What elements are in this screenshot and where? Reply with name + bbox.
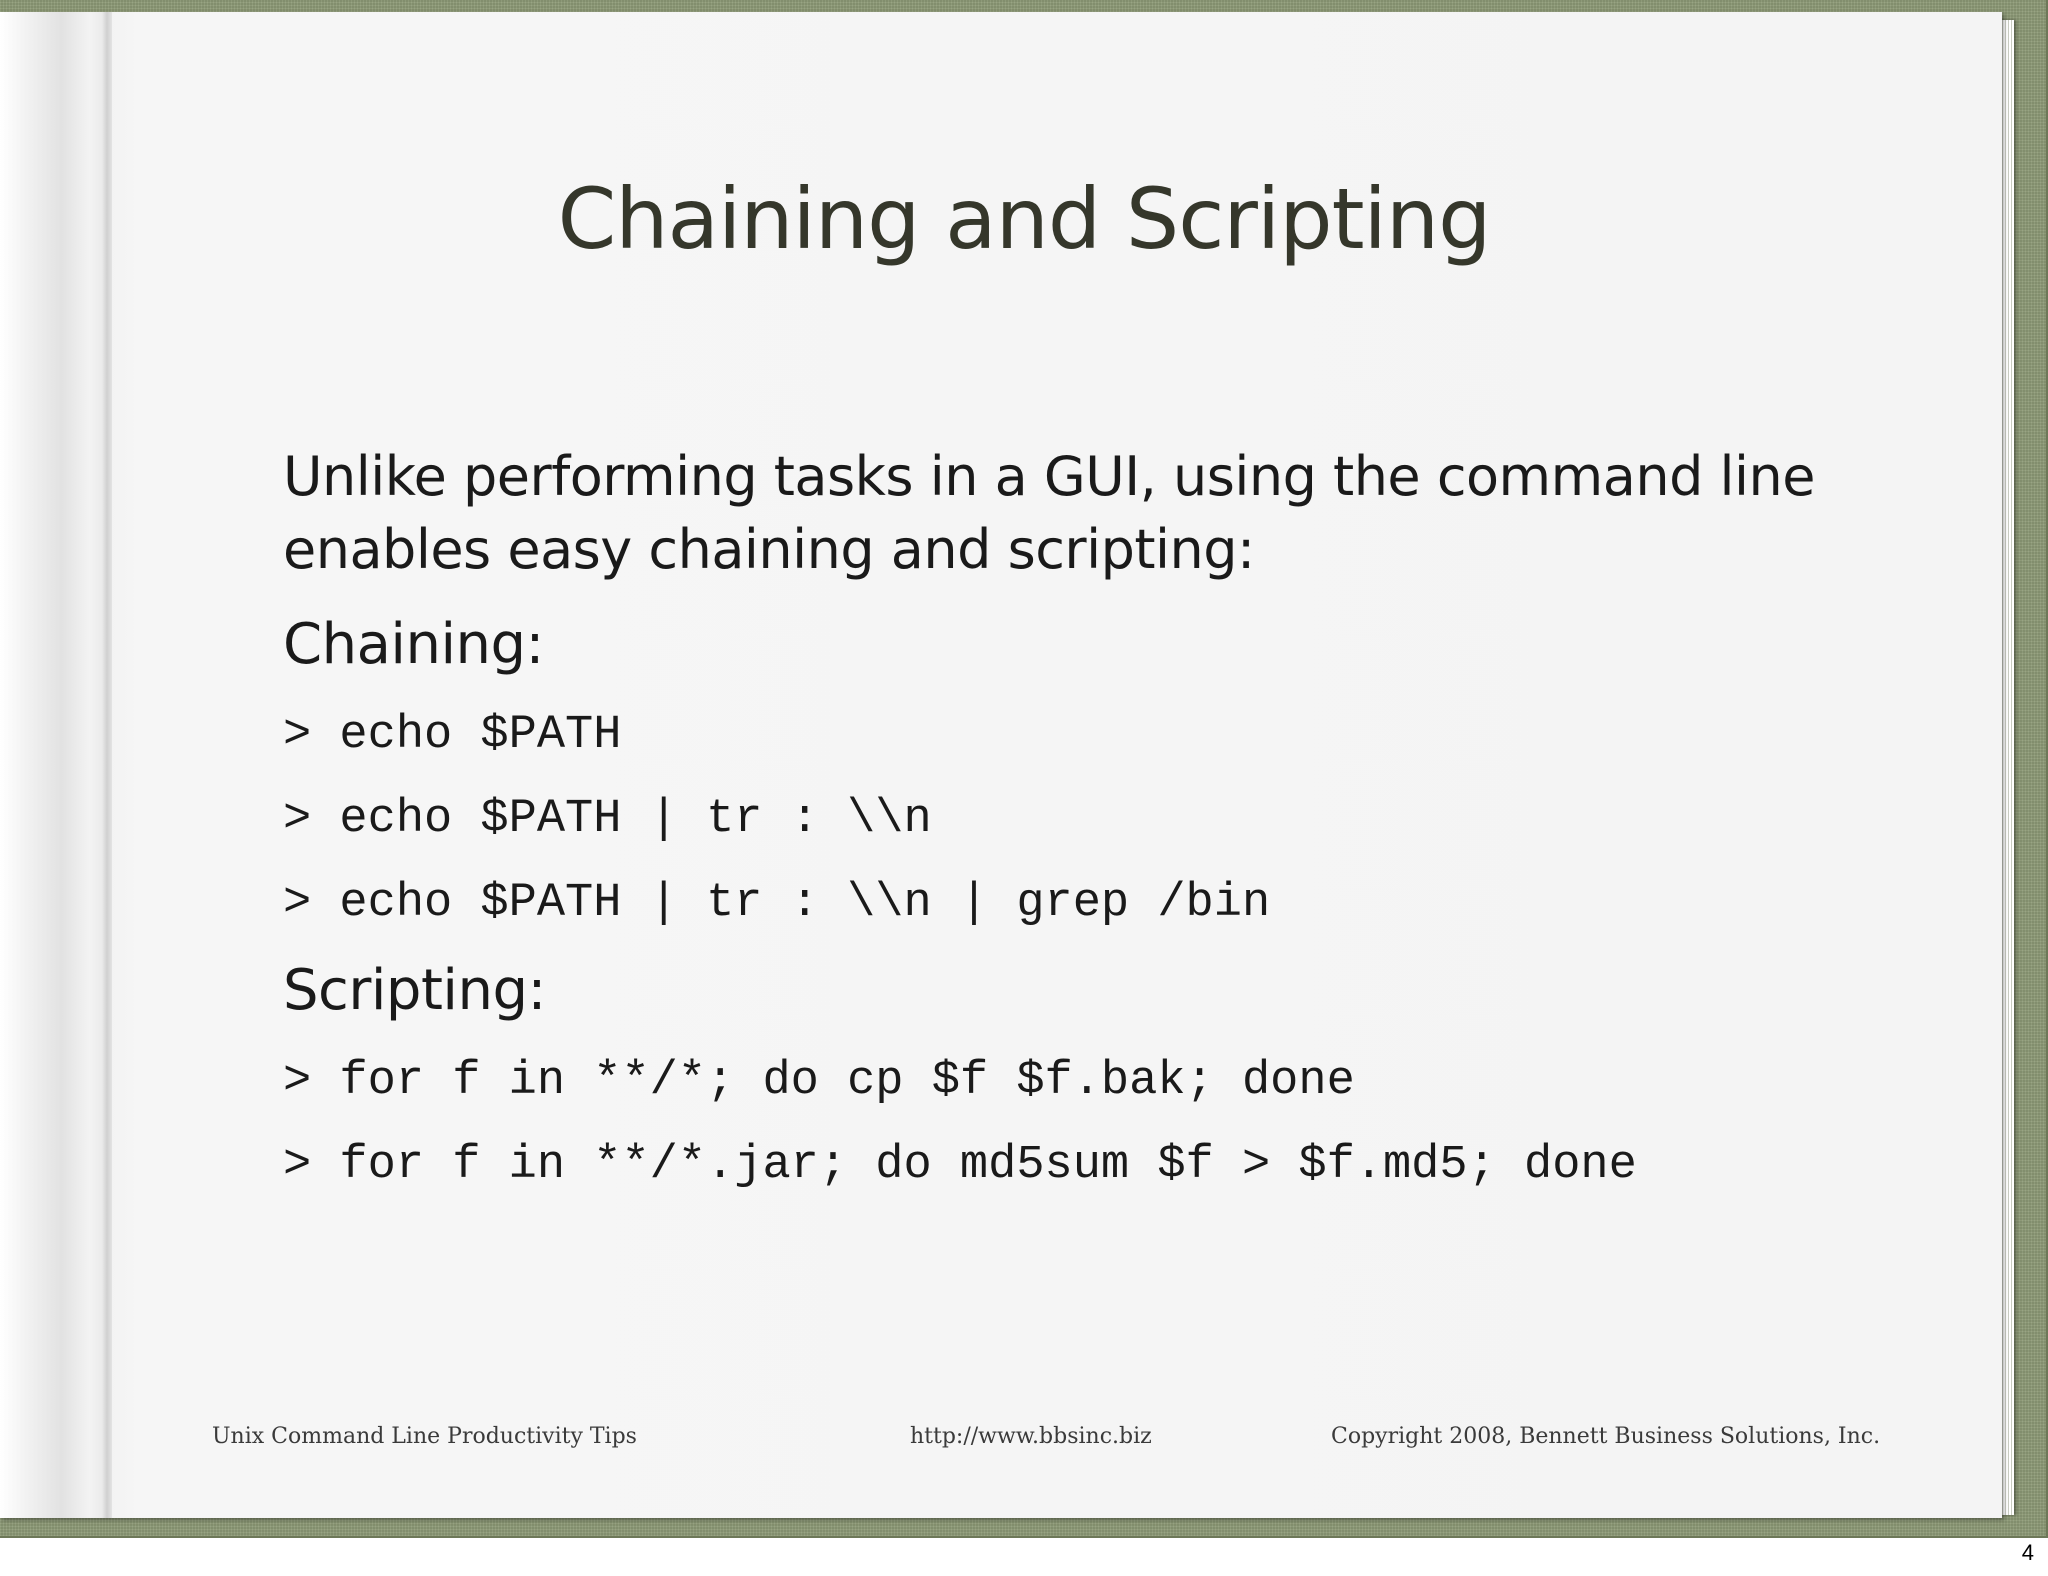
page-number: 4	[2021, 1540, 2034, 1565]
slide-title: Chaining and Scripting	[557, 170, 1491, 268]
chaining-commands	[283, 694, 1843, 946]
scripting-command: > for f in **/*; do cp $f $f.bak; done	[283, 1055, 1355, 1108]
chaining-command: > echo $PATH | tr : \\n | grep /bin	[283, 877, 1271, 930]
footer-title: Unix Command Line Productivity Tips	[212, 1424, 637, 1449]
intro-text: Unlike performing tasks in a GUI, using the command line enables easy chaining and scripting:	[283, 445, 1815, 581]
chaining-heading: Chaining:	[283, 612, 544, 677]
footer-url: http://www.bbsinc.biz	[910, 1424, 1152, 1449]
slide-content	[283, 440, 1843, 1218]
chaining-command: > echo $PATH | tr : \\n	[283, 793, 932, 846]
scripting-commands	[283, 1040, 1843, 1208]
chaining-command: > echo $PATH	[283, 709, 622, 762]
scripting-command: > for f in **/*.jar; do md5sum $f > $f.md5; done	[283, 1139, 1637, 1192]
scripting-heading: Scripting:	[283, 958, 546, 1023]
footer-copyright: Copyright 2008, Bennett Business Solutions, Inc.	[1331, 1424, 1881, 1449]
